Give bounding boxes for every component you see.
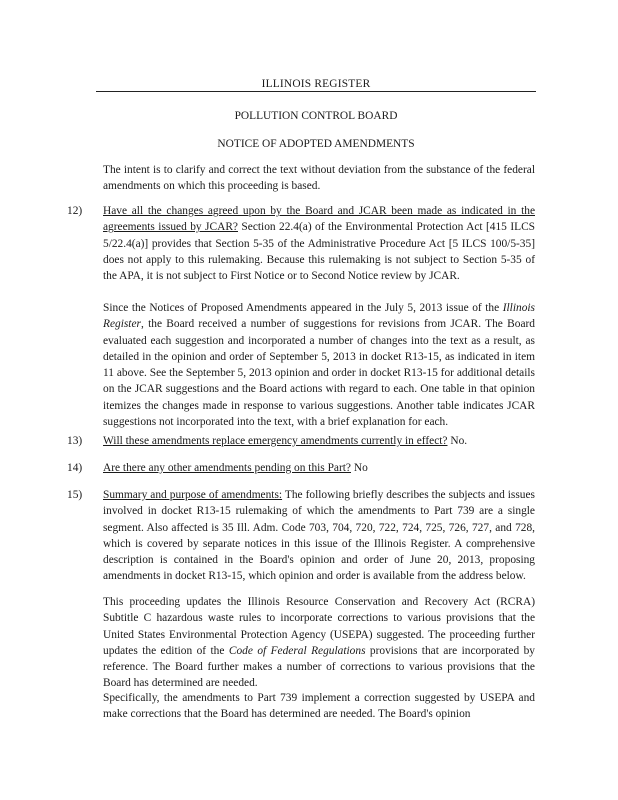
item-answer: No	[351, 462, 368, 474]
item-number: 12)	[67, 205, 83, 217]
item-number: 14)	[67, 462, 83, 474]
item-question: Have all the changes agreed upon by the Board and JCAR been made as indicated in the agreements issued by JCAR?	[103, 205, 535, 234]
item-15-paragraph	[103, 487, 535, 585]
intro-paragraph: The intent is to clarify and correct the text without deviation from the substance of the federal amendments on which this proceeding is based.	[103, 164, 535, 193]
item-14-paragraph	[103, 460, 535, 476]
notice-title: NOTICE OF ADOPTED AMENDMENTS	[217, 138, 415, 150]
header-rule	[96, 91, 536, 92]
item-number: 13)	[67, 435, 83, 447]
item-12-paragraph	[103, 203, 535, 284]
item-answer: No.	[447, 435, 468, 447]
item-question: Will these amendments replace emergency amendments currently in effect?	[103, 435, 448, 447]
register-title: ILLINOIS REGISTER	[261, 78, 371, 90]
item-13-paragraph	[103, 433, 535, 449]
item-15-paragraph-3: Specifically, the amendments to Part 739 implement a correction suggested by USEPA and make corrections that the Board has determined are needed. The Board's opinion	[103, 692, 535, 721]
item-answer: The following briefly describes the subjects and issues involved in docket R13-15 rulemaking of which the amendments to Part 739 are a single segment. Also affected is 35 Ill. Adm. Code 703, 704, 720, 722, 724, 725, 726, 727, and 728, which is covered by separate notices in this issue of the Illinois Register. A comprehensive description is contained in the Board's opinion and order of June 20, 2013, proposing amendments in docket R13-15, which opinion and order is available from the address below.	[103, 489, 535, 583]
item-number: 15)	[67, 489, 83, 501]
board-name: POLLUTION CONTROL BOARD	[234, 110, 398, 122]
paragraph-italic: Code of Federal Regulations	[228, 644, 366, 657]
paragraph-text: This proceeding updates the Illinois Resource Conservation and Recovery Act (RCRA) Subtitle C hazardous waste rules to incorporate corrections to various provisions that the United States Environmental Protection Agency (USEPA) suggested. The proceeding further updates the edition of the	[103, 596, 535, 657]
paragraph-text: , the Board received a number of suggestions for revisions from JCAR. The Board evaluated each suggestion and incorporated a number of changes into the text as a result, as detailed in the opinion and order of September 5, 2013 in docket R13-15, as indicated in item 11 above. See the September 5, 2013 opinion and order in docket R13-15 for additional details on the JCAR suggestions and the Board actions with regard to each. One table in that opinion itemizes the changes made in response to various suggestions. Another table indicates JCAR suggestions not incorporated into the text, with a brief explanation for each.	[103, 318, 535, 429]
item-question: Are there any other amendments pending on this Part?	[103, 462, 351, 474]
paragraph-text: Since the Notices of Proposed Amendments appeared in the July 5, 2013 issue of the	[103, 302, 503, 314]
item-answer: Section 22.4(a) of the Environmental Protection Act [415 ILCS 5/22.4(a)] provides that Section 5-35 of the Administrative Procedure Act [5 ILCS 100/5-35] does not apply to this rulemaking. Because this rulemaking is not subject to Section 5-35 of the APA, it is not subject to First Notice or to Second Notice review by JCAR.	[103, 221, 536, 283]
item-question: Summary and purpose of amendments:	[103, 489, 283, 501]
item-15-paragraph-2	[103, 594, 535, 692]
item-12-paragraph-2	[103, 300, 535, 430]
paragraph-italic: Illinois Register	[103, 302, 535, 331]
paragraph-text: provisions that are incorporated by reference. The Board further makes a number of corrections to various provisions that the Board has determined are needed.	[103, 644, 535, 690]
